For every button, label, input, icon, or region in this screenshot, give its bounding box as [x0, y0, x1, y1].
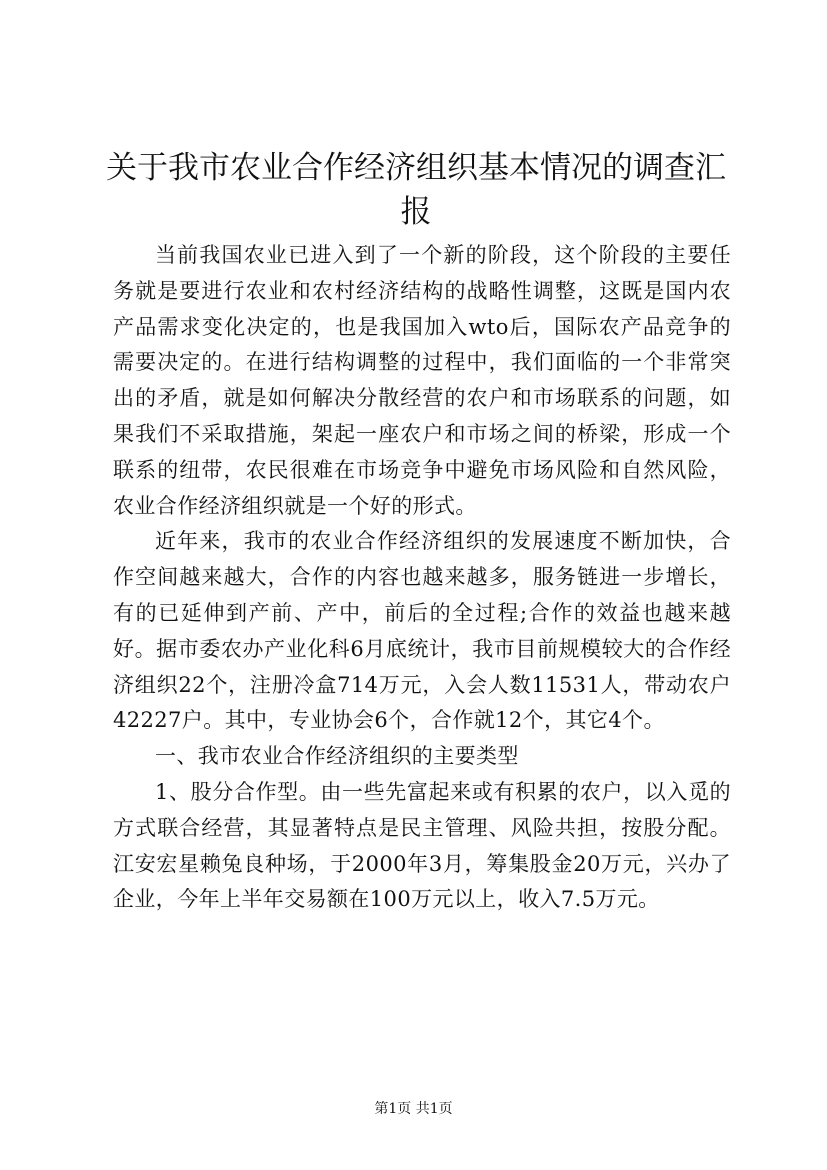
- paragraph-share-cooperation: 1、股分合作型。由一些先富起来或有积累的农户，以入觅的方式联合经营，其显著特点是民主管理、风险共担，按股分配。江安宏星赖兔良种场，于2000年3月，筹集股金20万元，兴办了企业，今年上半年交易额在100万元以上，收入7.5万元。: [113, 779, 731, 912]
- paragraph-recent-development: 近年来，我市的农业合作经济组织的发展速度不断加快，合作空间越来越大，合作的内容也越来越多，服务链进一步增长，有的已延伸到产前、产中，前后的全过程;合作的效益也越来越好。据市委农办产业化科6月底统计，我市目前规模较大的合作经济组织22个，注册冷盒714万元，入会人数11531人，带动农户42227户。其中，专业协会6个，合作就12个，其它4个。: [113, 529, 731, 733]
- section-heading-main-types: 一、我市农业合作经济组织的主要类型: [155, 744, 519, 769]
- page-footer: 第1页 共1页: [374, 1101, 453, 1117]
- document-title: 关于我市农业合作经济组织基本情况的调查汇报: [106, 150, 726, 230]
- document-body: [113, 238, 731, 918]
- paragraph-intro: 当前我国农业已进入到了一个新的阶段，这个阶段的主要任务就是要进行农业和农村经济结构的战略性调整，这既是国内农产品需求变化决定的，也是我国加入wto后，国际农产品竞争的需要决定的。在进行结构调整的过程中，我们面临的一个非常突出的矛盾，就是如何解决分散经营的农户和市场联系的问题，如果我们不采取措施，架起一座农户和市场之间的桥梁，形成一个联系的纽带，农民很难在市场竞争中避免市场风险和自然风险，农业合作经济组织就是一个好的形式。: [113, 243, 731, 518]
